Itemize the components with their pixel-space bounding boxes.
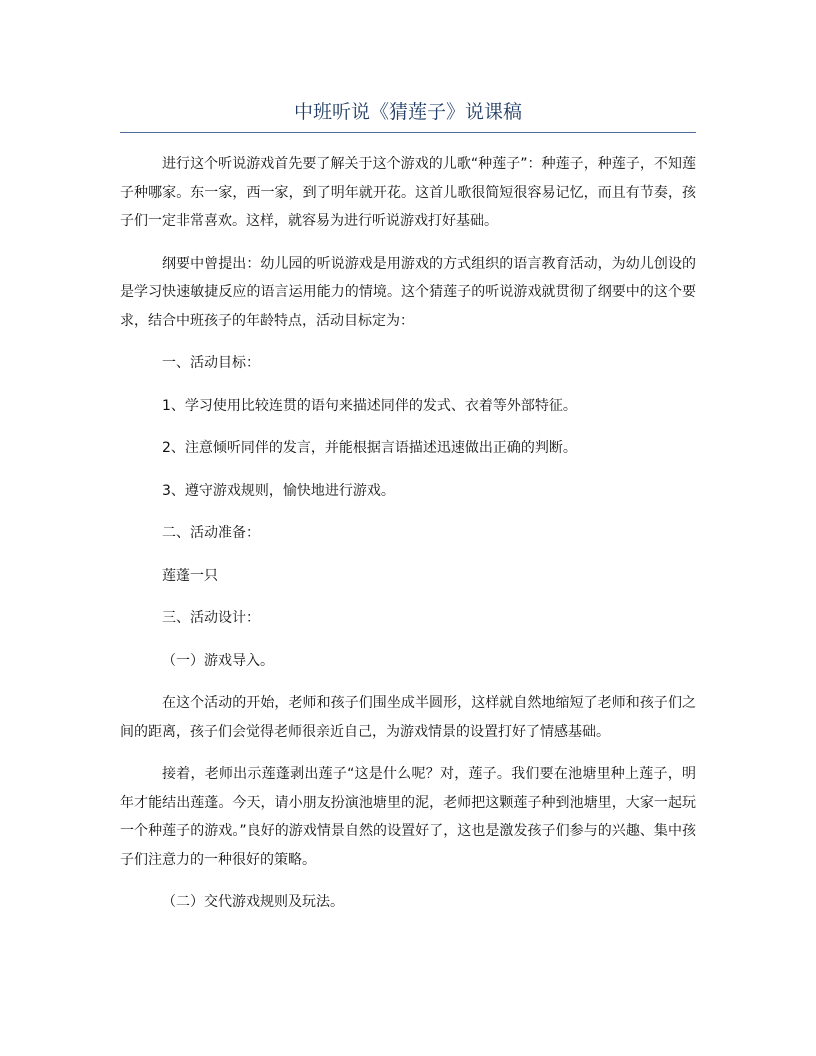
paragraph-lotus: 接着，老师出示莲蓬剥出莲子“这是什么呢？对，莲子。我们要在池塘里种上莲子，明年才能结出莲蓬。今天，请小朋友扮演池塘里的泥，老师把这颗莲子种到池塘里，大家一起玩一个种莲子的游戏。”良好的游戏情景自然的设置好了，这也是激发孩子们参与的兴趣、集中孩子们注意力的一种很好的策略。 <box>120 766 696 868</box>
subheading-intro: （一）游戏导入。 <box>162 652 274 669</box>
paragraph-opening: 在这个活动的开始，老师和孩子们围坐成半圆形，这样就自然地缩短了老师和孩子们之间的距离，孩子们会觉得老师很亲近自己，为游戏情景的设置打好了情感基础。 <box>120 695 696 740</box>
subheading-rules: （二）交代游戏规则及玩法。 <box>162 894 344 910</box>
heading-goals: 一、活动目标： <box>162 355 260 371</box>
title-underline <box>120 132 696 133</box>
document-body <box>120 150 696 917</box>
goal-item-2: 2、注意倾听同伴的发言，并能根据言语描述迅速做出正确的判断。 <box>162 440 577 456</box>
heading-design: 三、活动设计： <box>162 610 260 626</box>
goal-item-1: 1、学习使用比较连贯的语句来描述同伴的发式、衣着等外部特征。 <box>162 397 577 414</box>
preparation-item: 莲蓬一只 <box>162 567 218 584</box>
heading-preparation: 二、活动准备： <box>162 525 260 541</box>
paragraph-intro: 进行这个听说游戏首先要了解关于这个游戏的儿歌“种莲子”：种莲子，种莲子，不知莲子种哪家。东一家，西一家，到了明年就开花。这首儿歌很简短很容易记忆，而且有节奏，孩子们一定非常喜欢。这样，就容易为进行听说游戏打好基础。 <box>120 156 696 229</box>
paragraph-outline: 纲要中曾提出：幼儿园的听说游戏是用游戏的方式组织的语言教育活动，为幼儿创设的是学习快速敏捷反应的语言运用能力的情境。这个猜莲子的听说游戏就贯彻了纲要中的这个要求，结合中班孩子的年龄特点，活动目标定为： <box>120 255 696 329</box>
goal-item-3: 3、遵守游戏规则，愉快地进行游戏。 <box>162 482 395 499</box>
document-title: 中班听说《猜莲子》说课稿 <box>293 101 522 123</box>
